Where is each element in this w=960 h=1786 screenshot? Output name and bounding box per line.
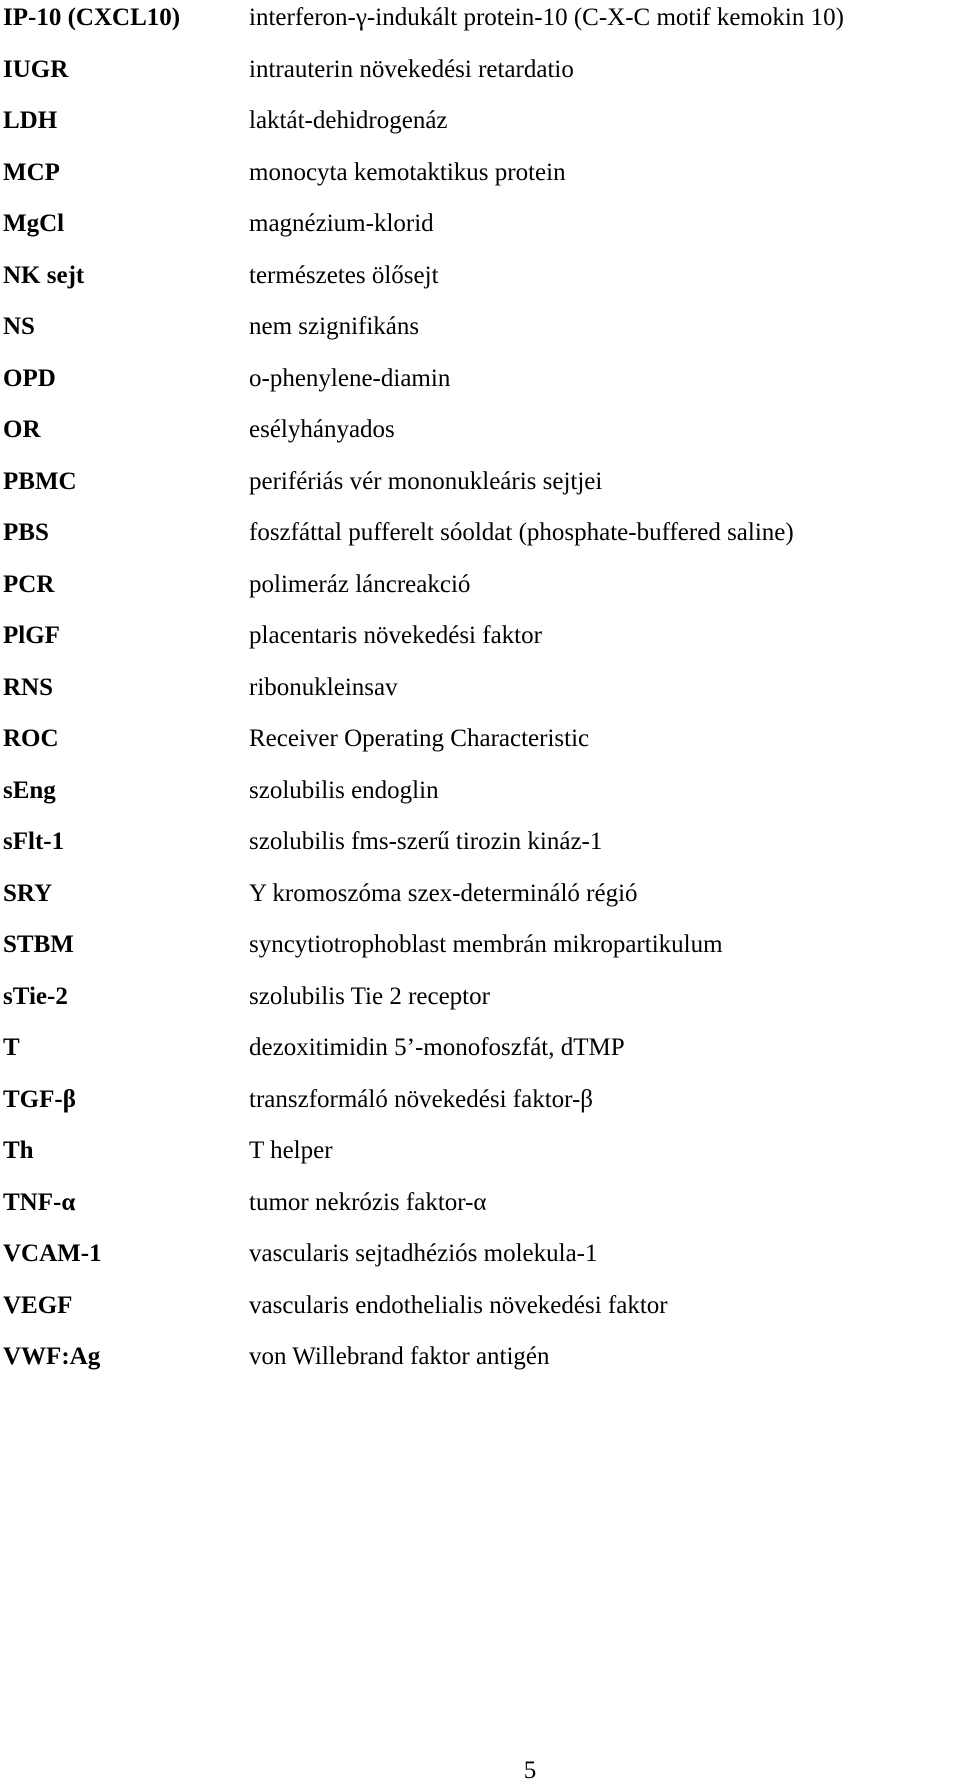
abbreviation-term: OPD (3, 364, 56, 392)
abbreviation-row (0, 1339, 960, 1391)
abbreviation-row (0, 155, 960, 207)
abbreviation-term: MgCl (3, 210, 65, 237)
abbreviation-row (0, 309, 960, 361)
abbreviation-definition: vascularis endothelialis növekedési faktor (249, 1291, 668, 1319)
abbreviation-definition: placentaris növekedési faktor (249, 622, 542, 649)
abbreviation-definition: perifériás vér mononukleáris sejtjei (249, 467, 603, 495)
abbreviation-definition: T helper (249, 1137, 333, 1164)
abbreviation-term: sEng (3, 776, 56, 804)
abbreviation-term: TGF-β (3, 1085, 76, 1113)
abbreviation-term: STBM (3, 931, 74, 958)
abbreviation-definition: szolubilis fms-szerű tirozin kináz-1 (249, 828, 603, 855)
abbreviation-row (0, 258, 960, 310)
abbreviation-definition: szolubilis Tie 2 receptor (249, 982, 490, 1010)
abbreviation-term: sFlt-1 (3, 828, 65, 855)
abbreviation-definition: ribonukleinsav (249, 673, 398, 701)
abbreviation-row (0, 721, 960, 773)
abbreviation-definition: foszfáttal pufferelt sóoldat (phosphate-buffered saline) (249, 519, 794, 546)
abbreviation-row (0, 206, 960, 258)
abbreviation-definition: esélyhányados (249, 416, 395, 443)
abbreviation-term: OR (3, 416, 41, 443)
abbreviation-term: sTie-2 (3, 982, 68, 1010)
abbreviation-term: RNS (3, 673, 54, 701)
abbreviation-row (0, 1082, 960, 1134)
abbreviation-definition: interferon-γ-indukált protein-10 (C-X-C motif kemokin 10) (249, 4, 844, 31)
abbreviation-term: T (3, 1034, 20, 1061)
abbreviation-term: VWF:Ag (3, 1343, 101, 1370)
abbreviation-definition: polimeráz láncreakció (249, 570, 471, 598)
abbreviation-term: PBS (3, 519, 49, 546)
abbreviation-term: MCP (3, 158, 60, 186)
abbreviation-term: PlGF (3, 622, 60, 649)
abbreviation-definition: laktát-dehidrogenáz (249, 107, 448, 134)
abbreviation-definition: Receiver Operating Characteristic (249, 725, 590, 752)
abbreviation-term: LDH (3, 107, 58, 134)
abbreviation-definition: von Willebrand faktor antigén (249, 1343, 550, 1370)
abbreviation-term: SRY (3, 879, 53, 907)
abbreviation-definition: transzformáló növekedési faktor-β (249, 1085, 594, 1113)
abbreviation-term: VEGF (3, 1291, 73, 1319)
abbreviation-row (0, 515, 960, 567)
abbreviation-definition: dezoxitimidin 5’-monofoszfát, dTMP (249, 1034, 625, 1061)
abbreviation-definition: szolubilis endoglin (249, 776, 439, 804)
abbreviation-definition: Y kromoszóma szex-determináló régió (249, 879, 638, 907)
abbreviation-definition: syncytiotrophoblast membrán mikropartikulum (249, 931, 723, 958)
abbreviation-definition: monocyta kemotaktikus protein (249, 158, 566, 186)
abbreviation-row (0, 361, 960, 413)
abbreviation-term: TNF-α (3, 1188, 76, 1216)
abbreviation-definition: tumor nekrózis faktor-α (249, 1188, 487, 1216)
abbreviation-term: ROC (3, 725, 59, 752)
abbreviation-term: VCAM-1 (3, 1240, 102, 1267)
abbreviation-term: NK sejt (3, 261, 85, 289)
abbreviation-row (0, 52, 960, 104)
abbreviation-definition: magnézium-klorid (249, 210, 434, 237)
abbreviation-definition: vascularis sejtadhéziós molekula-1 (249, 1240, 598, 1267)
abbreviation-term: IP-10 (CXCL10) (3, 4, 181, 31)
abbreviation-row (0, 618, 960, 670)
abbreviation-definition: nem szignifikáns (249, 313, 420, 340)
abbreviation-term: PCR (3, 570, 55, 598)
abbreviation-term: IUGR (3, 55, 69, 83)
abbreviation-definition: természetes ölősejt (249, 261, 439, 289)
abbreviation-definition: o-phenylene-diamin (249, 364, 451, 392)
abbreviation-term: Th (3, 1137, 34, 1164)
page-number: 5 (523, 1757, 537, 1784)
abbreviation-definition: intrauterin növekedési retardatio (249, 55, 574, 83)
abbreviation-term: PBMC (3, 467, 77, 495)
abbreviation-term: NS (3, 313, 35, 340)
